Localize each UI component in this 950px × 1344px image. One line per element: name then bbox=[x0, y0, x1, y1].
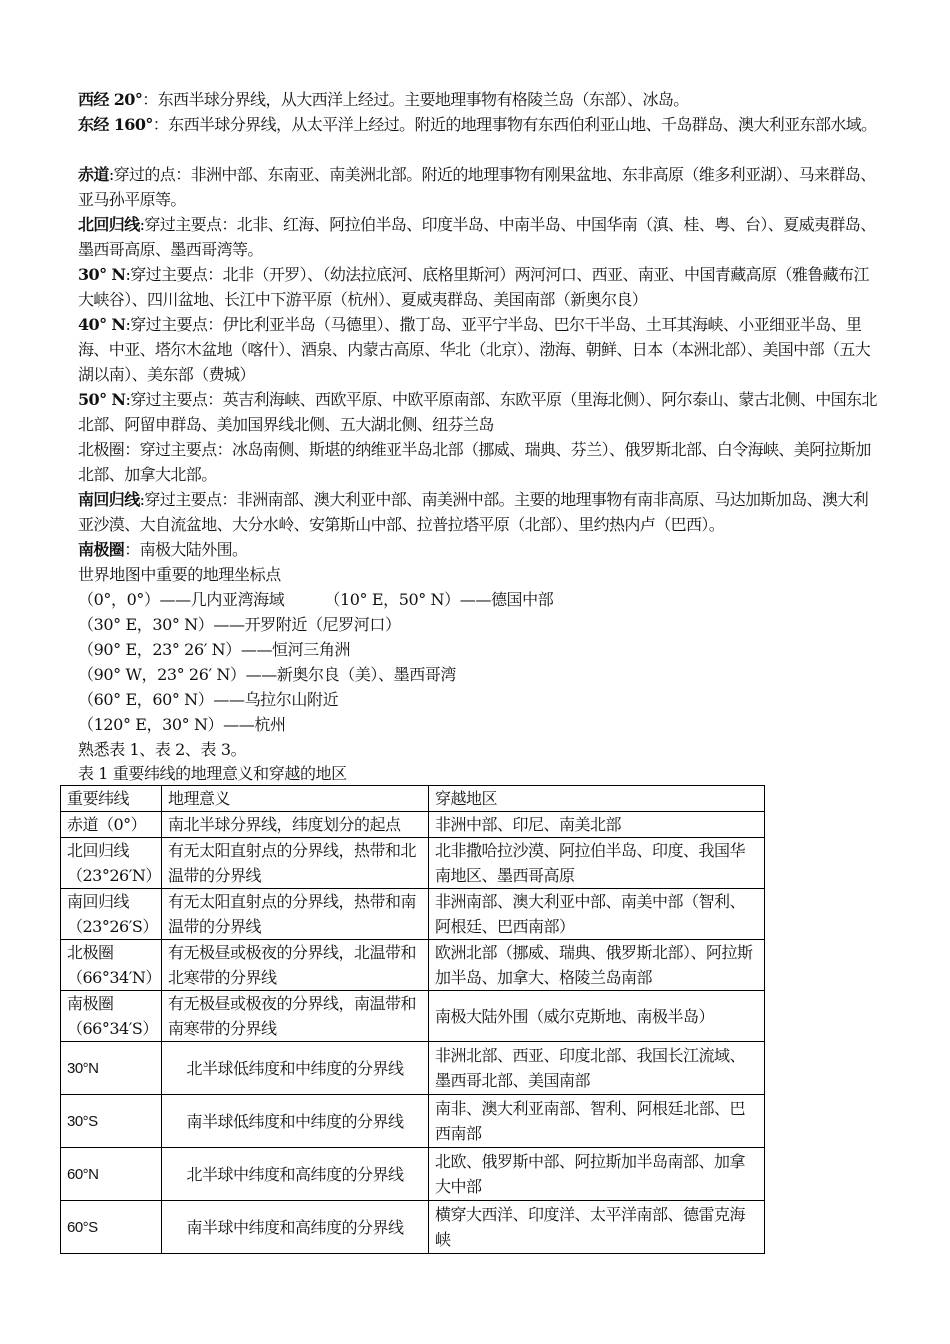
paragraph-tropic-cancer bbox=[78, 212, 878, 262]
table-row bbox=[61, 889, 765, 940]
table-cell-meaning: 有无太阳直射点的分界线，热带和南温带的分界线 bbox=[162, 889, 429, 940]
table-cell-meaning: 南北半球分界线，纬度划分的起点 bbox=[162, 812, 429, 838]
coord-entry: （30° E，30° N）——开罗附近（尼罗河口） bbox=[78, 615, 401, 634]
coords-title: 世界地图中重要的地理坐标点 bbox=[78, 565, 281, 584]
table-cell-latitude: 赤道（0°） bbox=[61, 812, 162, 838]
paragraph-40n bbox=[78, 312, 878, 387]
table-cell-meaning: 南半球中纬度和高纬度的分界线 bbox=[162, 1201, 429, 1254]
paragraph-west-20 bbox=[78, 87, 878, 112]
paragraph-heading: 南回归线 bbox=[78, 490, 140, 509]
table-cell-latitude: 南极圈（66°34′S） bbox=[61, 991, 162, 1042]
paragraph-text: :穿过主要点：伊比利亚半岛（马德里）、撒丁岛、亚平宁半岛、巴尔干半岛、土耳其海峡、小亚细亚半岛、里海、中亚、塔尔木盆地（喀什）、酒泉、内蒙古高原、华北（北京）、渤海、朝鲜、日本（本洲北部）、美国中部（五大湖以南）、美东部（费城） bbox=[78, 315, 871, 384]
table-row bbox=[61, 812, 765, 838]
table-header-row bbox=[61, 786, 765, 812]
table-row bbox=[61, 838, 765, 889]
table-cell-meaning: 有无极昼或极夜的分界线，南温带和南寒带的分界线 bbox=[162, 991, 429, 1042]
paragraph-heading: 赤道 bbox=[78, 165, 109, 184]
table-cell-regions: 北欧、俄罗斯中部、阿拉斯加半岛南部、加拿大中部 bbox=[429, 1148, 765, 1201]
paragraph-text: ：南极大陆外围。 bbox=[124, 540, 248, 559]
table-cell-regions: 非洲南部、澳大利亚中部、南美中部（智利、阿根廷、巴西南部） bbox=[429, 889, 765, 940]
table-cell-regions: 横穿大西洋、印度洋、太平洋南部、德雷克海峡 bbox=[429, 1201, 765, 1254]
coord-line bbox=[78, 662, 456, 687]
table-row bbox=[61, 1201, 765, 1254]
table-cell-latitude: 30°N bbox=[61, 1042, 162, 1095]
paragraph-heading: 南极圈 bbox=[78, 540, 125, 559]
coord-entry: （60° E，60° N）——乌拉尔山附近 bbox=[78, 690, 339, 709]
table-header-cell: 地理意义 bbox=[162, 786, 429, 812]
table-header-cell: 重要纬线 bbox=[61, 786, 162, 812]
table-row bbox=[61, 991, 765, 1042]
paragraph-arctic-circle bbox=[78, 437, 878, 487]
table-caption: 表 1 重要纬线的地理意义和穿越的地区 bbox=[78, 764, 347, 783]
table-cell-latitude: 北极圈（66°34′N） bbox=[61, 940, 162, 991]
table-cell-latitude: 30°S bbox=[61, 1095, 162, 1148]
coord-entry: （120° E，30° N）——杭州 bbox=[78, 715, 286, 734]
coord-line bbox=[78, 587, 553, 612]
coord-entry: （90° E，23° 26′ N）——恒河三角洲 bbox=[78, 640, 351, 659]
coord-entry: （90° W，23° 26′ N）——新奥尔良（美）、墨西哥湾 bbox=[78, 665, 457, 684]
paragraph-heading: 东经 160° bbox=[78, 115, 153, 134]
latitude-table bbox=[60, 785, 765, 1254]
paragraph-heading: 30° N bbox=[78, 265, 126, 284]
table-cell-meaning: 有无极昼或极夜的分界线，北温带和北寒带的分界线 bbox=[162, 940, 429, 991]
table-cell-regions: 南极大陆外围（威尔克斯地、南极半岛） bbox=[429, 991, 765, 1042]
paragraph-30n bbox=[78, 262, 878, 312]
familiar-note: 熟悉表 1、表 2、表 3。 bbox=[78, 740, 247, 759]
paragraph-tropic-capricorn bbox=[78, 487, 878, 537]
table-cell-regions: 非洲北部、西亚、印度北部、我国长江流域、墨西哥北部、美国南部 bbox=[429, 1042, 765, 1095]
table-cell-regions: 南非、澳大利亚南部、智利、阿根廷北部、巴西南部 bbox=[429, 1095, 765, 1148]
table-row bbox=[61, 1042, 765, 1095]
coord-line bbox=[78, 687, 338, 712]
table-cell-regions: 北非撒哈拉沙漠、阿拉伯半岛、印度、我国华南地区、墨西哥高原 bbox=[429, 838, 765, 889]
table-cell-regions: 非洲中部、印尼、南美北部 bbox=[429, 812, 765, 838]
coord-line bbox=[78, 712, 286, 737]
paragraph-text: :穿过主要点：非洲南部、澳大利亚中部、南美洲中部。主要的地理事物有南非高原、马达加斯加岛、澳大利亚沙漠、大自流盆地、大分水岭、安第斯山中部、拉普拉塔平原（北部）、里约热内卢（巴西）。 bbox=[78, 490, 869, 534]
paragraph-text: :穿过主要点：英吉利海峡、西欧平原、中欧平原南部、东欧平原（里海北侧）、阿尔泰山、蒙古北侧、中国东北北部、阿留申群岛、美加国界线北侧、五大湖北侧、纽芬兰岛 bbox=[78, 390, 877, 434]
table-cell-latitude: 60°N bbox=[61, 1148, 162, 1201]
table-cell-meaning: 北半球中纬度和高纬度的分界线 bbox=[162, 1148, 429, 1201]
paragraph-text: ：东西半球分界线，从大西洋上经过。主要地理事物有格陵兰岛（东部）、冰岛。 bbox=[142, 90, 689, 109]
paragraph-text: :穿过主要点：北非（开罗）、（幼法拉底河、底格里斯河）两河河口、西亚、南亚、中国青藏高原（雅鲁藏布江大峡谷）、四川盆地、长江中下游平原（杭州）、夏威夷群岛、美国南部（新奥尔良） bbox=[78, 265, 869, 309]
coord-entry: （10° E，50° N）——德国中部 bbox=[324, 590, 554, 609]
paragraph-text: :穿过的点：非洲中部、东南亚、南美洲北部。附近的地理事物有刚果盆地、东非高原（维多利亚湖）、马来群岛、亚马孙平原等。 bbox=[78, 165, 876, 209]
table-header-cell: 穿越地区 bbox=[429, 786, 765, 812]
paragraph-heading: 北回归线 bbox=[78, 215, 140, 234]
table-cell-regions: 欧洲北部（挪威、瑞典、俄罗斯北部）、阿拉斯加半岛、加拿大、格陵兰岛南部 bbox=[429, 940, 765, 991]
table-cell-latitude: 南回归线（23°26′S） bbox=[61, 889, 162, 940]
table-cell-meaning: 南半球低纬度和中纬度的分界线 bbox=[162, 1095, 429, 1148]
table-row bbox=[61, 1095, 765, 1148]
paragraph-equator bbox=[78, 162, 878, 212]
paragraph-heading: 西经 20° bbox=[78, 90, 143, 109]
coord-line bbox=[78, 637, 350, 662]
paragraph-antarctic-circle bbox=[78, 537, 878, 562]
table-cell-meaning: 北半球低纬度和中纬度的分界线 bbox=[162, 1042, 429, 1095]
table-cell-meaning: 有无太阳直射点的分界线，热带和北温带的分界线 bbox=[162, 838, 429, 889]
table-row bbox=[61, 1148, 765, 1201]
table-row bbox=[61, 940, 765, 991]
paragraph-heading: 40° N bbox=[78, 315, 126, 334]
paragraph-50n bbox=[78, 387, 878, 437]
paragraph-text: 北极圈：穿过主要点：冰岛南侧、斯堪的纳维亚半岛北部（挪威、瑞典、芬兰）、俄罗斯北部、白令海峡、美阿拉斯加北部、加拿大北部。 bbox=[78, 440, 871, 484]
paragraph-text: :穿过主要点：北非、红海、阿拉伯半岛、印度半岛、中南半岛、中国华南（滇、桂、粤、台）、夏威夷群岛、墨西哥高原、墨西哥湾等。 bbox=[78, 215, 876, 259]
table-cell-latitude: 北回归线（23°26′N） bbox=[61, 838, 162, 889]
paragraph-text: ：东西半球分界线，从太平洋上经过。附近的地理事物有东西伯利亚山地、千岛群岛、澳大利亚东部水域。 bbox=[152, 115, 877, 134]
paragraph-east-160 bbox=[78, 112, 878, 137]
coord-entry: （0°，0°）——几内亚湾海域 bbox=[78, 590, 285, 609]
paragraph-heading: 50° N bbox=[78, 390, 126, 409]
coord-line bbox=[78, 612, 401, 637]
table-cell-latitude: 60°S bbox=[61, 1201, 162, 1254]
